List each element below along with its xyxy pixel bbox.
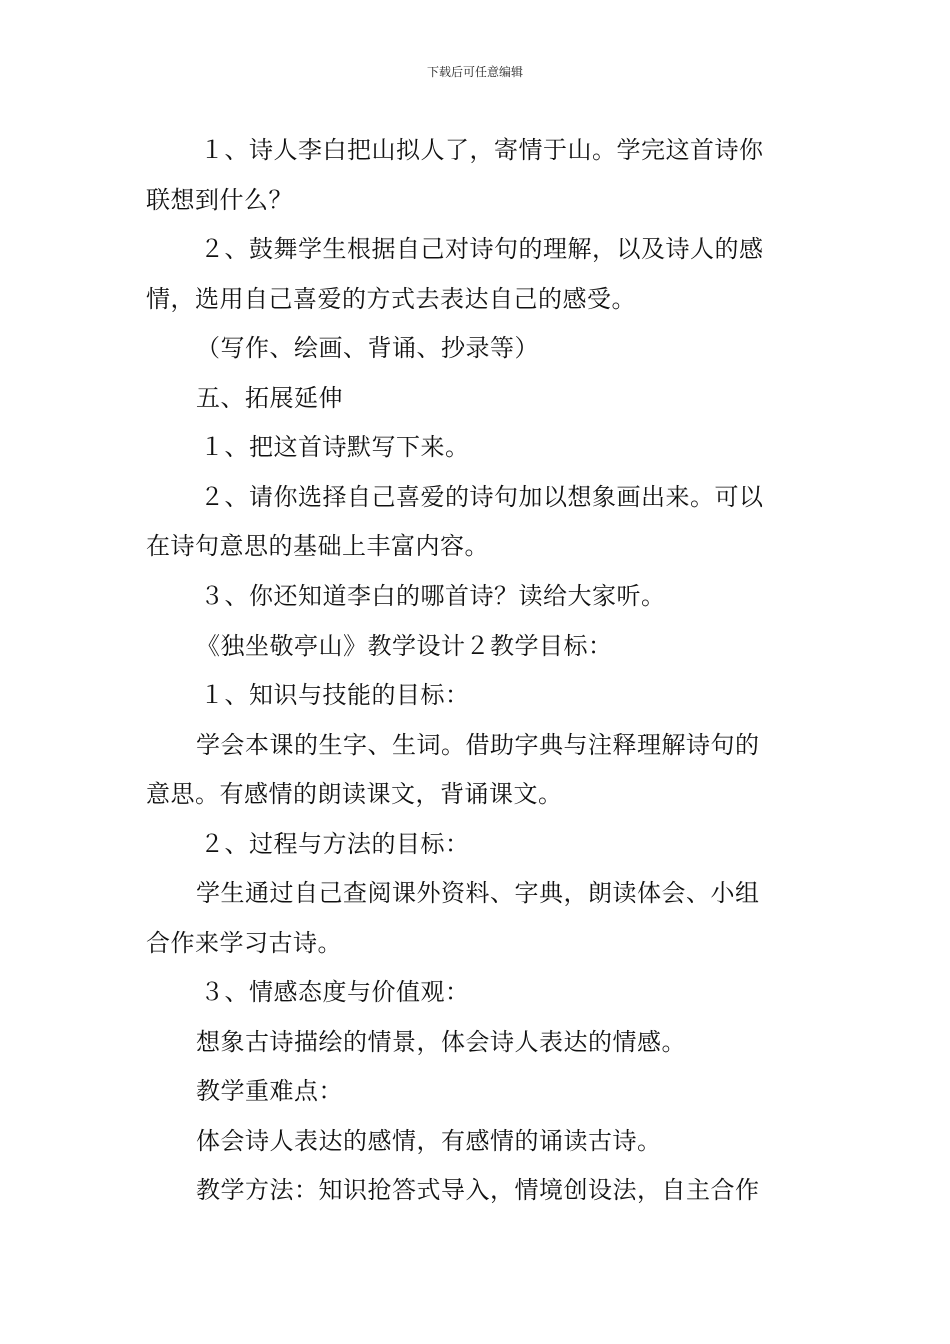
paragraph-line: １、诗人李白把山拟人了，寄情于山。学完这首诗你 (200, 136, 764, 164)
paragraph-line: 意思。有感情的朗读课文，背诵课文。 (146, 780, 563, 808)
paragraph-line: （写作、绘画、背诵、抄录等） (196, 334, 539, 362)
section-heading: 五、拓展延伸 (196, 384, 343, 412)
paragraph-line: １、知识与技能的目标： (200, 681, 470, 709)
paragraph-line: 想象古诗描绘的情景，体会诗人表达的情感。 (196, 1028, 686, 1056)
paragraph-line: 合作来学习古诗。 (146, 929, 342, 957)
paragraph-line: ２、过程与方法的目标： (200, 830, 470, 858)
paragraph-line: 联想到什么？ (146, 186, 293, 214)
paragraph-line: ３、你还知道李白的哪首诗？读给大家听。 (200, 582, 666, 610)
paragraph-line: ３、情感态度与价值观： (200, 978, 470, 1006)
paragraph-line: ２、鼓舞学生根据自己对诗句的理解，以及诗人的感 (200, 235, 764, 263)
paragraph-line: 在诗句意思的基础上丰富内容。 (146, 532, 489, 560)
paragraph-line: １、把这首诗默写下来。 (200, 433, 470, 461)
section-heading: 《独坐敬亭山》教学设计２教学目标： (196, 632, 613, 660)
paragraph-line: 体会诗人表达的感情，有感情的诵读古诗。 (196, 1127, 662, 1155)
paragraph-line: ２、请你选择自己喜爱的诗句加以想象画出来。可以 (200, 483, 764, 511)
paragraph-line: 学生通过自己查阅课外资料、字典，朗读体会、小组 (196, 879, 760, 907)
paragraph-line: 教学重难点： (196, 1077, 343, 1105)
paragraph-line: 学会本课的生字、生词。借助字典与注释理解诗句的 (196, 731, 760, 759)
paragraph-line: 情，选用自己喜爱的方式去表达自己的感受。 (146, 285, 636, 313)
paragraph-line: 教学方法：知识抢答式导入，情境创设法，自主合作 (196, 1176, 760, 1204)
page-header: 下载后可任意编辑 (426, 65, 523, 79)
